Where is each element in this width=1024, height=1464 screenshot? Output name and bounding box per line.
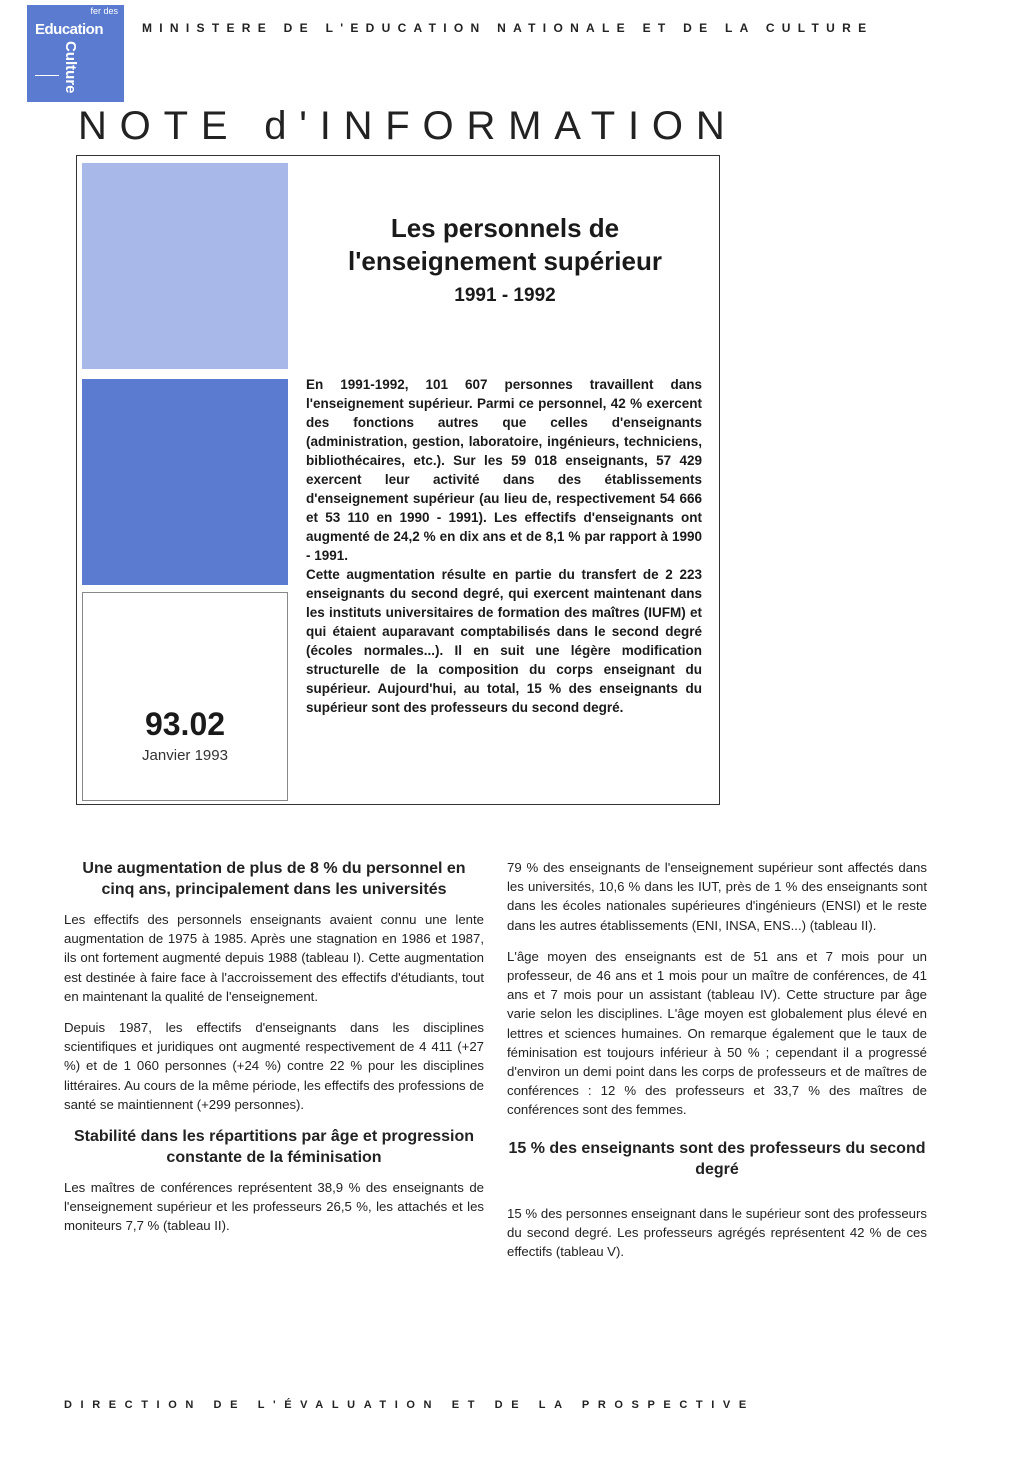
body-paragraph: L'âge moyen des enseignants est de 51 ans et 7 mois pour un professeur, de 46 ans et 1 mois pour un maître de conférences, de 41 ans et 7 mois pour un assistant (tableau IV). Cette structure par âge varie selon les disciplines. L'âge moyen est globalement plus élevé en lettres et sciences humaines. On remarque également que le taux de féminisation est toujours inférieur à 50 % ; cependant il a progressé d'environ un demi point dans les corps de professeurs et de maîtres de conférences : 12 % des professeurs et 33,7 % des maîtres de conférences sont des femmes. bbox=[507, 948, 927, 1118]
cover-block-issue bbox=[82, 592, 288, 801]
note-title: NOTE d'INFORMATION bbox=[78, 104, 738, 148]
ministry-heading: MINISTERE DE L'EDUCATION NATIONALE ET DE LA CULTURE bbox=[142, 21, 874, 35]
section-heading: Une augmentation de plus de 8 % du personnel en cinq ans, principalement dans les universités bbox=[82, 860, 466, 898]
issue-number: 93.02 bbox=[144, 706, 226, 742]
summary bbox=[306, 375, 702, 717]
ministry-logo bbox=[27, 5, 124, 102]
cover-block-light bbox=[82, 163, 288, 369]
section-heading: Stabilité dans les répartitions par âge et progression constante de la féminisation bbox=[73, 1128, 475, 1167]
main-title: Les personnels de l'enseignement supérieur bbox=[348, 213, 662, 276]
body-paragraph: 15 % des personnes enseignant dans le supérieur sont des professeurs du second degré. Les professeurs agrégés représentent 42 % de ces effectifs (tableau V). bbox=[507, 1205, 927, 1260]
logo-divider bbox=[35, 75, 59, 76]
summary-paragraph: En 1991-1992, 101 607 personnes travaillent dans l'enseignement supérieur. Parmi ce personnel, 42 % exercent des fonctions autres que celles d'enseignants (administration, gestion, laboratoire, ingénieurs, techniciens, bibliothécaires, etc.). Sur les 59 018 enseignants, 57 429 exercent leur activité dans des établissements d'enseignement supérieur (au lieu de, respectivement 54 666 et 53 110 en 1990 - 1991). Les effectifs d'enseignants ont augmenté de 24,2 % en dix ans et de 8,1 % par rapport à 1990 - 1991. bbox=[306, 377, 702, 563]
body-paragraph: 79 % des enseignants de l'enseignement supérieur sont affectés dans les universités, 10,6 % dans les IUT, près de 1 % des enseignants sont dans les écoles nationales supérieures d'ingénieurs (ENSI) et le reste dans les autres établissements (ENI, INSA, ENS...) (tableau II). bbox=[507, 860, 927, 933]
main-years: 1991 - 1992 bbox=[454, 285, 556, 306]
section-heading: 15 % des enseignants sont des professeurs du second degré bbox=[508, 1139, 926, 1178]
footer-direction: DIRECTION DE L'ÉVALUATION ET DE LA PROSPECTIVE bbox=[64, 1399, 755, 1411]
right-column bbox=[507, 858, 927, 1273]
logo-education-text: Education bbox=[35, 21, 104, 38]
left-column bbox=[64, 858, 484, 1248]
logo-small-text: fer des bbox=[90, 6, 118, 16]
cover-block-dark bbox=[82, 379, 288, 585]
issue-date: Janvier 1993 bbox=[142, 747, 228, 764]
body-paragraph: Depuis 1987, les effectifs d'enseignants dans les disciplines scientifiques et juridiques ont augmenté respectivement de 4 411 (+27 %) et de 1 060 personnes (+24 %) contre 22 % pour les disciplines littéraires. Au cours de la même période, les effectifs des professions de santé se maintiennent (+299 personnes). bbox=[64, 1020, 484, 1112]
summary-paragraph: Cette augmentation résulte en partie du transfert de 2 223 enseignants du second degré, qui exercent maintenant dans les instituts universitaires de formation des maîtres (IUFM) et qui étaient auparavant comptabilisés dans le second degré (écoles normales...). Il en suit une légère modification structurelle de la composition du corps enseignant du supérieur. Aujourd'hui, au total, 15 % des enseignants du supérieur sont des professeurs du second degré. bbox=[306, 567, 702, 715]
logo-culture-text: Culture bbox=[62, 41, 79, 94]
body-paragraph: Les maîtres de conférences représentent 38,9 % des enseignants de l'enseignement supérieur et les professeurs 26,5 %, les attachés et les moniteurs 7,7 % (tableau II). bbox=[64, 1180, 484, 1234]
body-paragraph: Les effectifs des personnels enseignants avaient connu une lente augmentation de 1975 à 1985. Après une stagnation en 1986 et 1987, ils ont fortement augmenté depuis 1988 (tableau I). Cette augmentation est destinée à faire face à l'accroissement des effectifs d'étudiants, tout en maintenant la qualité de l'enseignement. bbox=[64, 912, 484, 1004]
